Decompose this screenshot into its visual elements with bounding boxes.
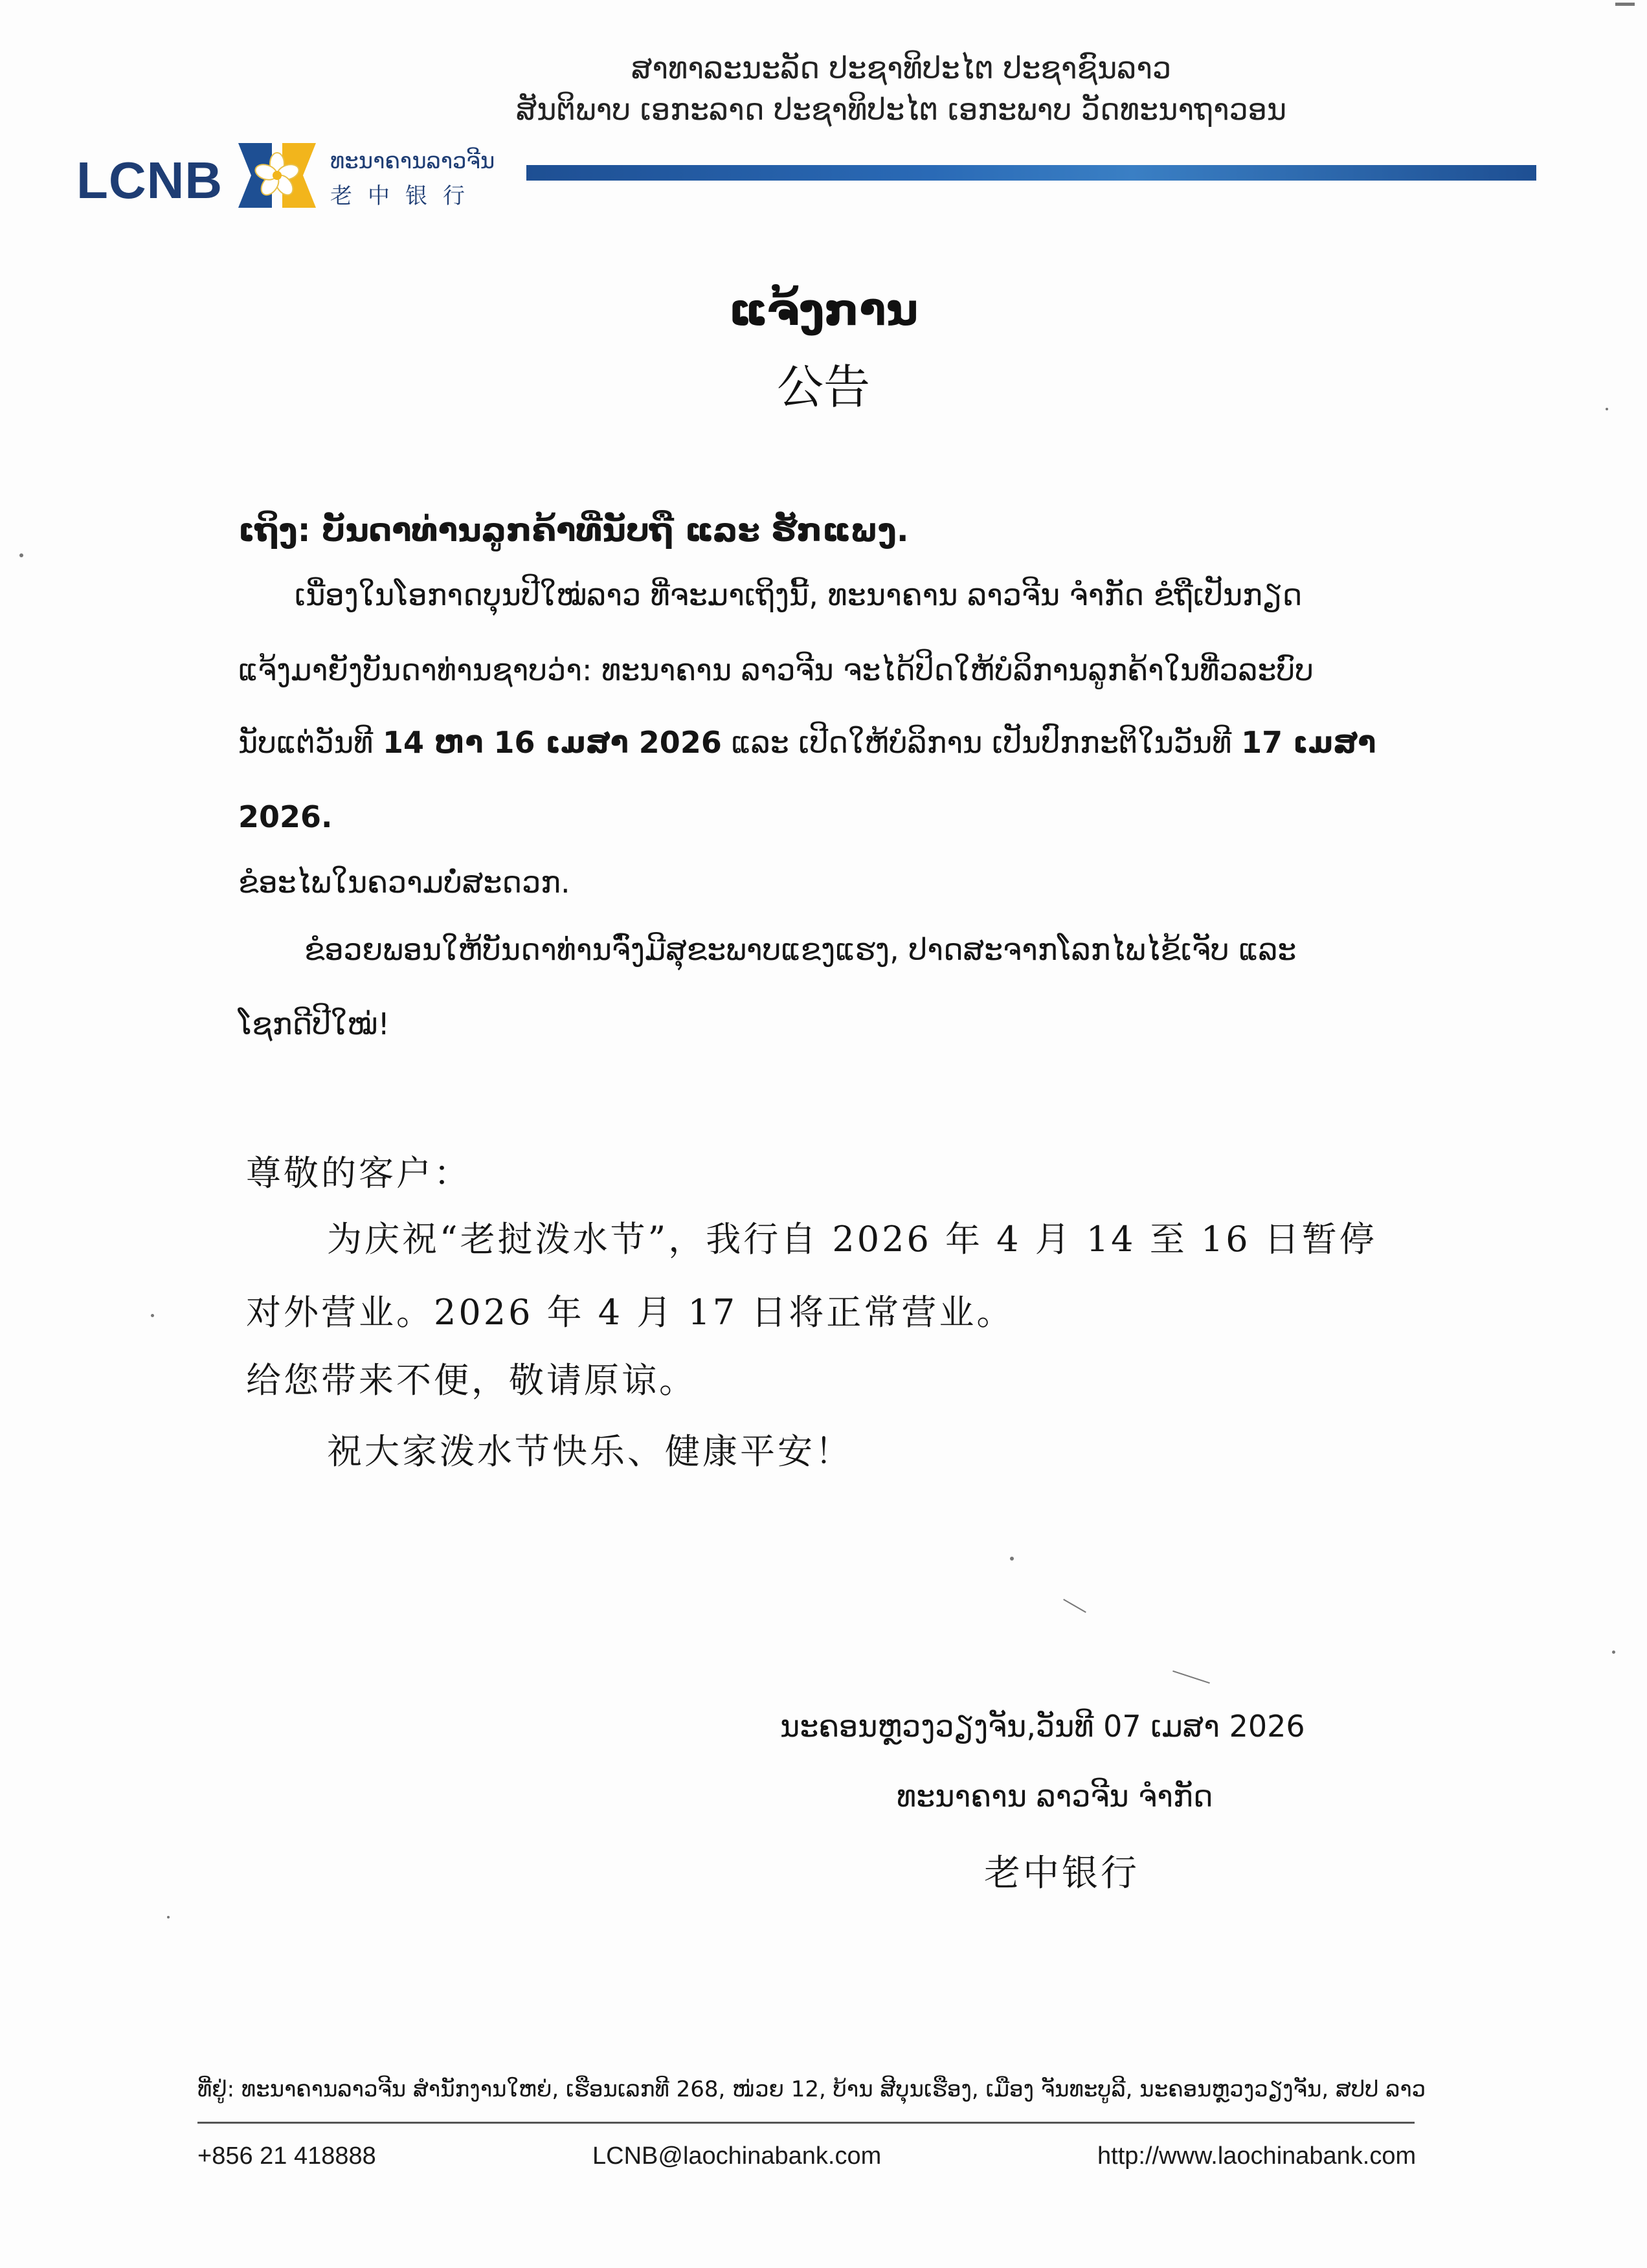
lao-paragraph-1-line-2: ແຈ້ງມາຍັງບັນດາທ່ານຊາບວ່າ: ທະນາຄານ ລາວຈີນ ຈະໄດ້ປິດໃຫ້ບໍລິການລູກຄ້າໃນທີ່ວລະບົບ (238, 652, 1314, 687)
footer-website-link[interactable]: http://www.laochinabank.com (1097, 2142, 1417, 2170)
notice-title-lao: ແຈ້ງການ (728, 285, 919, 336)
bank-name-chinese: 老中银行 (330, 183, 480, 209)
bank-emblem-icon (232, 139, 322, 212)
signature-bank-chinese: 老中银行 (984, 1852, 1139, 1895)
signature-place-date: ນະຄອນຫຼວງວຽງຈັນ,ວັນທີ 07 ເມສາ 2026 (780, 1709, 1305, 1744)
footer-phone: +856 21 418888 (197, 2142, 376, 2170)
footer-email-link[interactable]: LCNB@laochinabank.com (592, 2142, 882, 2170)
closure-dates: 14 ຫາ 16 ເມສາ 2026 (382, 725, 722, 760)
notice-title-chinese: 公告 (776, 360, 870, 414)
lao-wishes-line-2: ໂຊກດີປີໃໝ່! (238, 1006, 390, 1041)
chinese-paragraph-1-line-2: 对外营业。2026 年 4 月 17 日将正常营业。 (246, 1292, 1014, 1333)
logo-wordmark: LCNB (76, 151, 223, 209)
lao-paragraph-1-line-3 (238, 725, 1376, 760)
header-divider-bar (526, 165, 1536, 181)
bank-name-lao: ທະນາຄານລາວຈີນ (330, 148, 495, 174)
chinese-apology: 给您带来不便，敬请原谅。 (246, 1360, 697, 1401)
lao-text: ແລະ ເປີດໃຫ້ບໍລິການ ເປັນປົກກະຕິໃນວັນທີ (721, 725, 1242, 760)
lao-wishes-line-1: ຂໍອວຍພອນໃຫ້ບັນດາທ່ານຈົ່ງມີສຸຂະພາບແຂງແຮງ, ປາດສະຈາກໂລກໄພໄຂ້ເຈັບ ແລະ (304, 932, 1297, 967)
gov-motto-line-2: ສັນຕິພາບ ເອກະລາດ ປະຊາທິປະໄຕ ເອກະພາບ ວັດທະນາຖາວອນ (515, 92, 1287, 127)
lao-paragraph-1-line-4: 2026. (238, 799, 333, 834)
salutation-lao: ເຖິງ: ບັນດາທ່ານລູກຄ້າທີ່ນັບຖື ແລະ ຮັກແພງ. (238, 511, 909, 549)
signature-bank-lao: ທະນາຄານ ລາວຈີນ ຈຳກັດ (897, 1779, 1213, 1814)
chinese-paragraph-1-line-1: 为庆祝“老挝泼水节”，我行自 2026 年 4 月 14 至 16 日暂停 (327, 1219, 1377, 1260)
lao-apology: ຂໍອະໄພໃນຄວາມບໍ່ສະດວກ. (238, 865, 570, 900)
gov-motto-line-1: ສາທາລະນະລັດ ປະຊາທິປະໄຕ ປະຊາຊົນລາວ (631, 50, 1172, 85)
chinese-wishes: 祝大家泼水节快乐、健康平安！ (327, 1431, 853, 1472)
footer-address: ທີ່ຢູ່: ທະນາຄານລາວຈີນ ສຳນັກງານໃຫຍ່, ເຮືອນເລກທີ 268, ໜ່ວຍ 12, ບ້ານ ສີບຸນເຮືອງ, ເມືອງ ຈັນທະບູລີ, ນະຄອນຫຼວງວຽງຈັນ, ສປປ ລາວ (197, 2076, 1426, 2102)
lao-paragraph-1-line-1: ເນື່ອງໃນໂອກາດບຸນປີໃໝ່ລາວ ທີ່ຈະມາເຖິງນີ້, ທະນາຄານ ລາວຈີນ ຈຳກັດ ຂໍຖືເປັນກຽດ (295, 577, 1303, 612)
reopen-date: 17 ເມສາ (1241, 725, 1376, 760)
salutation-chinese: 尊敬的客户： (246, 1153, 471, 1194)
letterhead (76, 139, 1540, 217)
footer-divider (197, 2122, 1415, 2124)
lao-text: ນັບແຕ່ວັນທີ (238, 725, 383, 760)
